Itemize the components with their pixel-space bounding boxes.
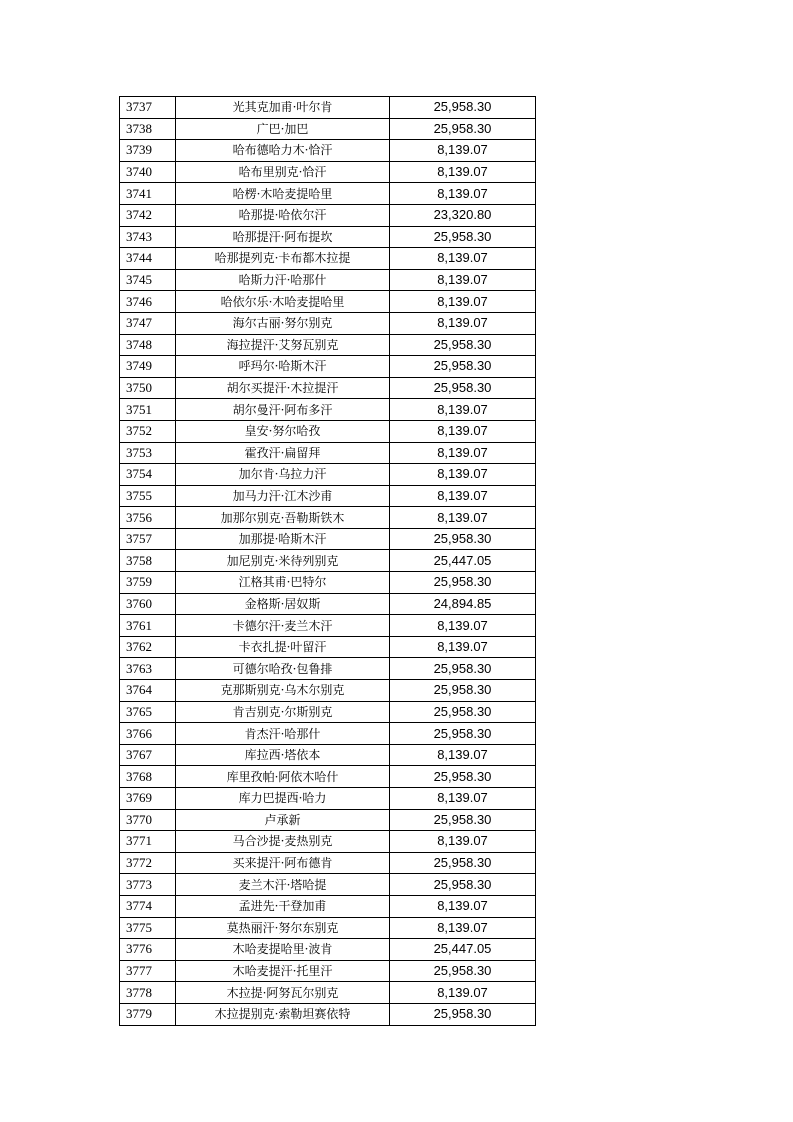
name-cell: 马合沙提·麦热别克 bbox=[176, 831, 390, 853]
table-row bbox=[120, 701, 536, 723]
table-row bbox=[120, 852, 536, 874]
amount-cell: 25,958.30 bbox=[390, 1003, 536, 1025]
table-row bbox=[120, 831, 536, 853]
name-cell: 木哈麦提哈里·波肯 bbox=[176, 939, 390, 961]
name-cell: 哈那提列克·卡布都木拉提 bbox=[176, 248, 390, 270]
row-number-cell: 3750 bbox=[120, 377, 176, 399]
amount-cell: 25,958.30 bbox=[390, 960, 536, 982]
row-number-cell: 3741 bbox=[120, 183, 176, 205]
row-number-cell: 3738 bbox=[120, 118, 176, 140]
amount-cell: 8,139.07 bbox=[390, 636, 536, 658]
name-cell: 皇安·努尔哈孜 bbox=[176, 420, 390, 442]
amount-cell: 23,320.80 bbox=[390, 204, 536, 226]
row-number-cell: 3742 bbox=[120, 204, 176, 226]
row-number-cell: 3754 bbox=[120, 464, 176, 486]
table-row bbox=[120, 636, 536, 658]
table-row bbox=[120, 788, 536, 810]
row-number-cell: 3770 bbox=[120, 809, 176, 831]
name-cell: 可德尔哈孜·包鲁排 bbox=[176, 658, 390, 680]
amount-cell: 25,958.30 bbox=[390, 118, 536, 140]
amount-cell: 8,139.07 bbox=[390, 744, 536, 766]
row-number-cell: 3762 bbox=[120, 636, 176, 658]
table-row bbox=[120, 593, 536, 615]
row-number-cell: 3757 bbox=[120, 528, 176, 550]
table-row bbox=[120, 550, 536, 572]
row-number-cell: 3755 bbox=[120, 485, 176, 507]
amount-cell: 8,139.07 bbox=[390, 464, 536, 486]
name-cell: 光其克加甫·叶尔肯 bbox=[176, 97, 390, 119]
amount-cell: 8,139.07 bbox=[390, 615, 536, 637]
name-cell: 卢承新 bbox=[176, 809, 390, 831]
name-cell: 木哈麦提汗·托里汗 bbox=[176, 960, 390, 982]
row-number-cell: 3766 bbox=[120, 723, 176, 745]
name-cell: 加那提·哈斯木汗 bbox=[176, 528, 390, 550]
table-row bbox=[120, 420, 536, 442]
name-cell: 麦兰木汗·塔哈提 bbox=[176, 874, 390, 896]
table-row bbox=[120, 982, 536, 1004]
table-row bbox=[120, 97, 536, 119]
row-number-cell: 3758 bbox=[120, 550, 176, 572]
amount-cell: 8,139.07 bbox=[390, 442, 536, 464]
table-row bbox=[120, 377, 536, 399]
table-row bbox=[120, 356, 536, 378]
table-row bbox=[120, 658, 536, 680]
amount-cell: 25,958.30 bbox=[390, 334, 536, 356]
table-row bbox=[120, 960, 536, 982]
amount-cell: 25,958.30 bbox=[390, 874, 536, 896]
row-number-cell: 3747 bbox=[120, 312, 176, 334]
table-row bbox=[120, 766, 536, 788]
name-cell: 库力巴提西·哈力 bbox=[176, 788, 390, 810]
name-cell: 肯吉别克·尔斯别克 bbox=[176, 701, 390, 723]
amount-cell: 25,958.30 bbox=[390, 680, 536, 702]
name-cell: 加尼别克·米待列别克 bbox=[176, 550, 390, 572]
row-number-cell: 3768 bbox=[120, 766, 176, 788]
row-number-cell: 3739 bbox=[120, 140, 176, 162]
amount-cell: 25,958.30 bbox=[390, 356, 536, 378]
amount-cell: 24,894.85 bbox=[390, 593, 536, 615]
amount-cell: 25,958.30 bbox=[390, 658, 536, 680]
row-number-cell: 3773 bbox=[120, 874, 176, 896]
table-row bbox=[120, 895, 536, 917]
table-body bbox=[120, 97, 536, 1026]
row-number-cell: 3743 bbox=[120, 226, 176, 248]
row-number-cell: 3778 bbox=[120, 982, 176, 1004]
table-row bbox=[120, 464, 536, 486]
row-number-cell: 3737 bbox=[120, 97, 176, 119]
name-cell: 哈依尔乐·木哈麦提哈里 bbox=[176, 291, 390, 313]
amount-cell: 8,139.07 bbox=[390, 420, 536, 442]
row-number-cell: 3740 bbox=[120, 161, 176, 183]
name-cell: 霍孜汗·扁留拜 bbox=[176, 442, 390, 464]
amount-cell: 25,447.05 bbox=[390, 550, 536, 572]
name-cell: 木拉提别克·索勒坦赛依特 bbox=[176, 1003, 390, 1025]
amount-cell: 25,958.30 bbox=[390, 377, 536, 399]
table-row bbox=[120, 874, 536, 896]
row-number-cell: 3775 bbox=[120, 917, 176, 939]
name-cell: 库里孜帕·阿依木哈什 bbox=[176, 766, 390, 788]
table-row bbox=[120, 248, 536, 270]
amount-cell: 8,139.07 bbox=[390, 982, 536, 1004]
table-row bbox=[120, 399, 536, 421]
name-cell: 孟进先·干登加甫 bbox=[176, 895, 390, 917]
table-row bbox=[120, 723, 536, 745]
table-row bbox=[120, 615, 536, 637]
row-number-cell: 3748 bbox=[120, 334, 176, 356]
table-row bbox=[120, 269, 536, 291]
table-row bbox=[120, 744, 536, 766]
name-cell: 金格斯·居奴斯 bbox=[176, 593, 390, 615]
amount-cell: 8,139.07 bbox=[390, 917, 536, 939]
table-row bbox=[120, 204, 536, 226]
table-row bbox=[120, 507, 536, 529]
amount-cell: 8,139.07 bbox=[390, 248, 536, 270]
amount-cell: 8,139.07 bbox=[390, 507, 536, 529]
amount-cell: 8,139.07 bbox=[390, 831, 536, 853]
name-cell: 木拉提·阿努瓦尔别克 bbox=[176, 982, 390, 1004]
table-row bbox=[120, 312, 536, 334]
row-number-cell: 3761 bbox=[120, 615, 176, 637]
row-number-cell: 3756 bbox=[120, 507, 176, 529]
table-row bbox=[120, 118, 536, 140]
row-number-cell: 3760 bbox=[120, 593, 176, 615]
table-row bbox=[120, 291, 536, 313]
row-number-cell: 3764 bbox=[120, 680, 176, 702]
name-cell: 哈那提汗·阿布提坎 bbox=[176, 226, 390, 248]
name-cell: 哈布德哈力木·恰汗 bbox=[176, 140, 390, 162]
table-row bbox=[120, 680, 536, 702]
table-row bbox=[120, 183, 536, 205]
name-cell: 胡尔曼汗·阿布多汗 bbox=[176, 399, 390, 421]
amount-cell: 25,958.30 bbox=[390, 723, 536, 745]
data-table bbox=[119, 96, 536, 1026]
table-row bbox=[120, 140, 536, 162]
table-row bbox=[120, 1003, 536, 1025]
name-cell: 哈那提·哈依尔汗 bbox=[176, 204, 390, 226]
amount-cell: 8,139.07 bbox=[390, 399, 536, 421]
table-row bbox=[120, 572, 536, 594]
amount-cell: 25,958.30 bbox=[390, 528, 536, 550]
name-cell: 海尔古丽·努尔别克 bbox=[176, 312, 390, 334]
row-number-cell: 3765 bbox=[120, 701, 176, 723]
amount-cell: 8,139.07 bbox=[390, 140, 536, 162]
row-number-cell: 3767 bbox=[120, 744, 176, 766]
amount-cell: 8,139.07 bbox=[390, 269, 536, 291]
row-number-cell: 3772 bbox=[120, 852, 176, 874]
row-number-cell: 3777 bbox=[120, 960, 176, 982]
row-number-cell: 3771 bbox=[120, 831, 176, 853]
name-cell: 哈楞·木哈麦提哈里 bbox=[176, 183, 390, 205]
table-row bbox=[120, 917, 536, 939]
table-row bbox=[120, 226, 536, 248]
row-number-cell: 3751 bbox=[120, 399, 176, 421]
amount-cell: 8,139.07 bbox=[390, 485, 536, 507]
name-cell: 江格其甫·巴特尔 bbox=[176, 572, 390, 594]
amount-cell: 25,958.30 bbox=[390, 572, 536, 594]
row-number-cell: 3752 bbox=[120, 420, 176, 442]
row-number-cell: 3763 bbox=[120, 658, 176, 680]
name-cell: 卡德尔汗·麦兰木汗 bbox=[176, 615, 390, 637]
table-row bbox=[120, 528, 536, 550]
amount-cell: 25,958.30 bbox=[390, 701, 536, 723]
table-row bbox=[120, 334, 536, 356]
name-cell: 肯杰汗·哈那什 bbox=[176, 723, 390, 745]
row-number-cell: 3769 bbox=[120, 788, 176, 810]
row-number-cell: 3759 bbox=[120, 572, 176, 594]
table-row bbox=[120, 809, 536, 831]
table-row bbox=[120, 939, 536, 961]
amount-cell: 25,958.30 bbox=[390, 226, 536, 248]
amount-cell: 25,958.30 bbox=[390, 766, 536, 788]
name-cell: 哈布里别克·恰汗 bbox=[176, 161, 390, 183]
table-row bbox=[120, 485, 536, 507]
row-number-cell: 3744 bbox=[120, 248, 176, 270]
row-number-cell: 3776 bbox=[120, 939, 176, 961]
name-cell: 胡尔买提汗·木拉提汗 bbox=[176, 377, 390, 399]
table-row bbox=[120, 161, 536, 183]
name-cell: 海拉提汗·艾努瓦别克 bbox=[176, 334, 390, 356]
amount-cell: 25,958.30 bbox=[390, 809, 536, 831]
amount-cell: 25,958.30 bbox=[390, 852, 536, 874]
name-cell: 加那尔别克·吾勒斯铁木 bbox=[176, 507, 390, 529]
name-cell: 莫热丽汗·努尔东别克 bbox=[176, 917, 390, 939]
name-cell: 库拉西·塔依本 bbox=[176, 744, 390, 766]
name-cell: 克那斯别克·乌木尔别克 bbox=[176, 680, 390, 702]
row-number-cell: 3745 bbox=[120, 269, 176, 291]
amount-cell: 8,139.07 bbox=[390, 312, 536, 334]
amount-cell: 8,139.07 bbox=[390, 161, 536, 183]
row-number-cell: 3749 bbox=[120, 356, 176, 378]
name-cell: 买来提汗·阿布德肯 bbox=[176, 852, 390, 874]
name-cell: 卡衣扎提·叶留汗 bbox=[176, 636, 390, 658]
amount-cell: 25,447.05 bbox=[390, 939, 536, 961]
name-cell: 广巴·加巴 bbox=[176, 118, 390, 140]
name-cell: 哈斯力汗·哈那什 bbox=[176, 269, 390, 291]
row-number-cell: 3753 bbox=[120, 442, 176, 464]
amount-cell: 8,139.07 bbox=[390, 183, 536, 205]
table-row bbox=[120, 442, 536, 464]
amount-cell: 8,139.07 bbox=[390, 895, 536, 917]
name-cell: 加马力汗·江木沙甫 bbox=[176, 485, 390, 507]
name-cell: 加尔肯·乌拉力汗 bbox=[176, 464, 390, 486]
row-number-cell: 3779 bbox=[120, 1003, 176, 1025]
row-number-cell: 3774 bbox=[120, 895, 176, 917]
amount-cell: 8,139.07 bbox=[390, 291, 536, 313]
row-number-cell: 3746 bbox=[120, 291, 176, 313]
amount-cell: 25,958.30 bbox=[390, 97, 536, 119]
name-cell: 呼玛尔·哈斯木汗 bbox=[176, 356, 390, 378]
amount-cell: 8,139.07 bbox=[390, 788, 536, 810]
